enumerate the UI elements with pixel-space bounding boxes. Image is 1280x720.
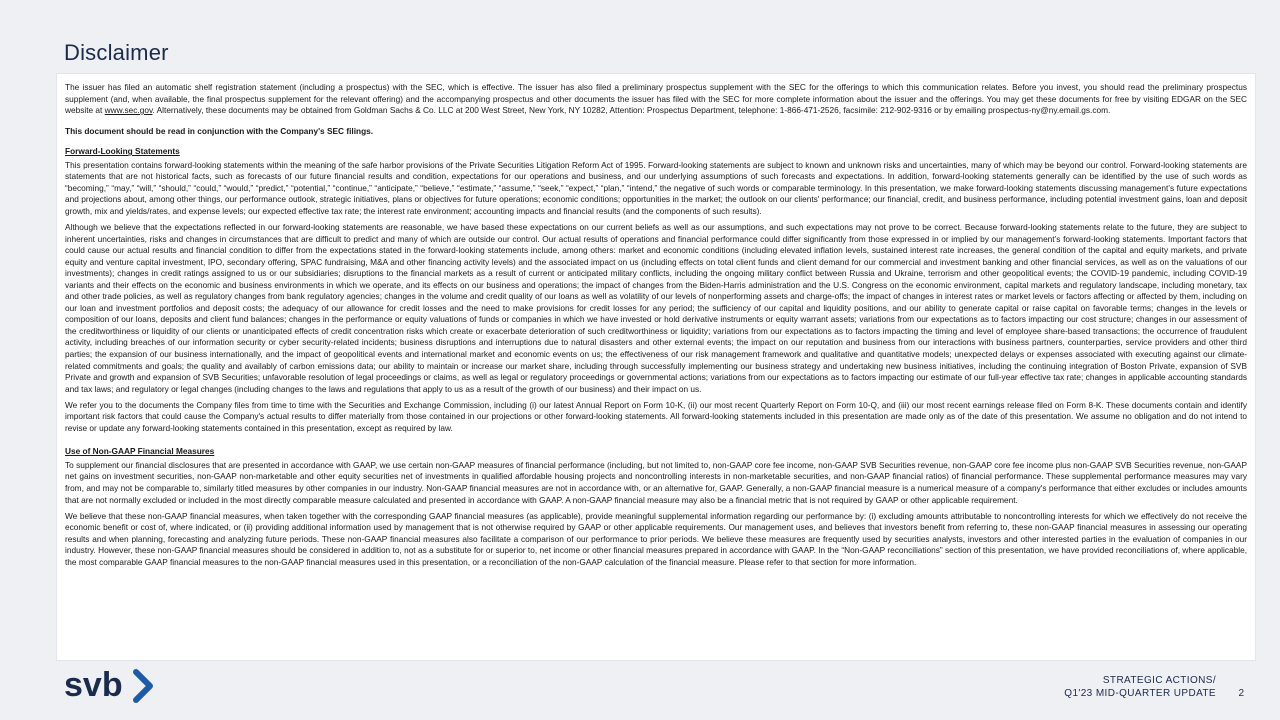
non-gaap-paragraph-1: To supplement our financial disclosures that are presented in accordance with GAAP, we use certain non-GAAP measures of financial performance (including, but not limited to, non-GAAP core fee income, non-GAAP SVB Securities revenue, non-GAAP core fee income plus non-GAAP SVB Securities revenue, non-GAAP net gains on investment securities, non-GAAP non-marketable and other equity securities net of investments in qualified affordable housing projects and noncontrolling interests in non-marketable securities, and non-GAAP financial ratios) of financial performance. These supplemental performance measures may vary from, and may not be comparable to, similarly titled measures by other companies in our industry. Non-GAAP financial measures are not in accordance with, or an alternative for, GAAP. Generally, a non-GAAP financial measure is a numerical measure of a company's performance that either excludes or includes amounts that are not normally excluded or included in the most directly comparable measure calculated and presented in accordance with GAAP. A non-GAAP financial measure may also be a financial metric that is not required by GAAP or other applicable requirement. (65, 459, 1247, 505)
sec-website-link[interactable]: www.sec.gov (104, 105, 153, 116)
page-title: Disclaimer (64, 40, 169, 65)
forward-looking-heading: Forward-Looking Statements (65, 146, 180, 157)
disclaimer-panel (56, 73, 1256, 661)
svb-logo (64, 666, 154, 706)
forward-looking-paragraph-2: Although we believe that the expectations reflected in our forward-looking statements are reasonable, we have based these expectations on our current beliefs as well as our assumptions, and such expectations may not prove to be correct. Because forward-looking statements relate to the future, they are subject to inherent uncertainties, risks and changes in circumstances that are difficult to predict and many of which are outside our control. Our actual results of operations and financial performance could differ significantly from those expressed in or implied by our management’s forward-looking statements. Important factors that could cause our actual results and financial condition to differ from the expectations stated in the forward-looking statements include, among others: market and economic conditions (including elevated inflation levels, sustained interest rate increases, the general condition of the capital and equity markets, and private equity and venture capital investment, IPO, secondary offering, SPAC fundraising, M&A and other financing activity levels) and the associated impact on us (including effects on total client funds and client demand for our commercial and investment banking and other financial services, as well as on the valuations of our investments); changes in credit ratings assigned to us or our subsidiaries; disruptions to the financial markets as a result of current or anticipated military conflicts, including the ongoing military conflict between Russia and Ukraine, terrorism and other geopolitical events; the COVID-19 pandemic, including COVID-19 variants and their effects on the economic and business environments in which we operate, and its effects on our business and operations; the impact of changes from the Biden-Harris administration and the U.S. Congress on the economic environment, capital markets and regulatory landscape, including monetary, tax and other trade policies, as well as regulatory changes from bank regulatory agencies; changes in the volume and credit quality of our loans as well as volatility of our levels of nonperforming assets and charge-offs; the impact of changes in interest rates or market levels or factors affecting or affected by them, including on our loan and investment portfolios and deposit costs; the adequacy of our allowance for credit losses and the need to make provisions for credit losses for any period; the sufficiency of our capital and liquidity positions, and our ability to generate capital or raise capital on favorable terms; changes in the levels or composition of our loans, deposits and client fund balances; changes in the performance or equity valuations of funds or companies in which we have invested or hold derivative instruments or equity warrant assets; variations from our expectations as to factors impacting our cost structure; changes in our assessment of the creditworthiness or liquidity of our clients or unanticipated effects of credit concentration risks which create or exacerbate deterioration of such creditworthiness or liquidity; variations from our expectations as to factors impacting the timing and level of employee share-based transactions; the occurrence of fraudulent activity, including breaches of our information security or cyber security-related incidents; business disruptions and interruptions due to natural disasters and other external events; the impact on our reputation and business from our interactions with business partners, counterparties, service providers and other third parties; the expansion of our business internationally, and the impact of geopolitical events and international market and economic events on us; the effectiveness of our risk management framework and qualitative and quantitative models; unexpected delays or expenses associated with executing against our climate-related commitments and goals; the quality and availably of carbon emissions data; our ability to maintain or increase our market share, including through successfully implementing our business strategy and undertaking new business initiatives, including the continuing integration of Boston Private, expansion of SVB Private and growth and expansion of SVB Securities; unfavorable resolution of legal proceedings or claims, as well as legal or regulatory proceedings or governmental actions; variations from our expectations as to factors impacting our estimate of our full-year effective tax rate; changes in applicable accounting standards and tax laws; and regulatory or legal changes (including changes to the laws and regulations that apply to us as a result of the growth of our business) and their impact on us. (65, 221, 1247, 394)
footer-line-1: STRATEGIC ACTIONS/ (1102, 675, 1216, 686)
footer-label (1064, 674, 1216, 700)
logo-chevron-icon (136, 672, 150, 700)
non-gaap-paragraph-2: We believe that these non-GAAP financial measures, when taken together with the corresponding GAAP financial measures (as applicable), provide meaningful supplemental information regarding our performance by: (i) excluding amounts attributable to noncontrolling interests for which we effectively do not receive the economic benefit or cost of, where indicated, or (ii) providing additional information used by management that is not otherwise required by GAAP or other applicable requirements. Our management uses, and believes that investors benefit from referring to, these non-GAAP financial measures in assessing our operating results and when planning, forecasting and analyzing future periods. These non-GAAP financial measures also facilitate a comparison of our performance to prior periods. We believe these measures are frequently used by securities analysts, investors and other interested parties in the evaluation of companies in our industry. However, these non-GAAP financial measures should be considered in addition to, not as a substitute for or superior to, net income or other financial measures prepared in accordance with GAAP. In the “Non-GAAP reconciliations” section of this presentation, we have provided reconciliations of, where applicable, the most comparable GAAP financial measures to the non-GAAP financial measures used in this presentation, or a reconciliation of the non-GAAP calculation of the financial measure. Please refer to that section for more information. (65, 510, 1247, 567)
footer-line-2: Q1'23 MID-QUARTER UPDATE (1064, 688, 1216, 699)
prospectus-paragraph: The issuer has filed an automatic shelf registration statement (including a prospectus) with the SEC, which is effective. The issuer has also filed a preliminary prospectus supplement with the SEC for the offerings to which this communication relates. Before you invest, you should read the preliminary prospectus supplement (and, when available, the final prospectus supplement for the relevant offering) and the accompanying prospectus and other documents the issuer has filed with the SEC for more complete information about the issuer and the offerings. You may get these documents for free by visiting EDGAR on the SEC website at www.sec.gov. Alternatively, these documents may be obtained from Goldman Sachs & Co. LLC at 200 West Street, New York, NY 10282, Attention: Prospectus Department, telephone: 1-866-471-2526, facsimile: 212-902-9316 or by emailing prospectus-ny@ny.email.gs.com. (65, 82, 1247, 116)
logo-wordmark: svb (64, 666, 123, 704)
forward-looking-paragraph-1: This presentation contains forward-looking statements within the meaning of the safe harbor provisions of the Private Securities Litigation Reform Act of 1995. Forward-looking statements are subject to known and unknown risks and uncertainties, many of which may be beyond our control. Forward-looking statements are statements that are not historical facts, such as forecasts of our future financial results and condition, expectations for our operations and business, and our underlying assumptions of such forecasts and expectations. In addition, forward-looking statements generally can be identified by the use of such words as “becoming,” “may,” “will,” “should,” “could,” “would,” “predict,” “potential,” “continue,” “anticipate,” “believe,” “estimate,” “assume,” “seek,” “expect,” “plan,” “intend,” the negative of such words or comparable terminology. In this presentation, we make forward-looking statements discussing management’s future expectations and projections about, among other things, our performance outlook, strategic initiatives, plans or objectives for future operations; economic conditions; opportunities in the market; the outlook on our clients' performance; our financial, credit, and business performance, including potential investment gains, loan and deposit growth, mix and yields/rates, and expense levels; our expected effective tax rate; the interest rate environment; accounting impacts and financial results (and the components of such results). (65, 159, 1247, 216)
page-number: 2 (1238, 688, 1244, 699)
non-gaap-heading: Use of Non-GAAP Financial Measures (65, 446, 215, 457)
sec-filings-notice: This document should be read in conjunction with the Company's SEC filings. (65, 125, 374, 136)
forward-looking-paragraph-3: We refer you to the documents the Company files from time to time with the Securities and Exchange Commission, including (i) our latest Annual Report on Form 10-K, (ii) our most recent Quarterly Report on Form 10-Q, and (iii) our most recent earnings release filed on Form 8-K. These documents contain and identify important risk factors that could cause the Company's actual results to differ materially from those contained in our projections or other forward-looking statements. All forward-looking statements included in this presentation are made only as of the date of this presentation. We assume no obligation and do not intend to revise or update any forward-looking statements contained in this presentation, except as required by law. (65, 399, 1247, 433)
